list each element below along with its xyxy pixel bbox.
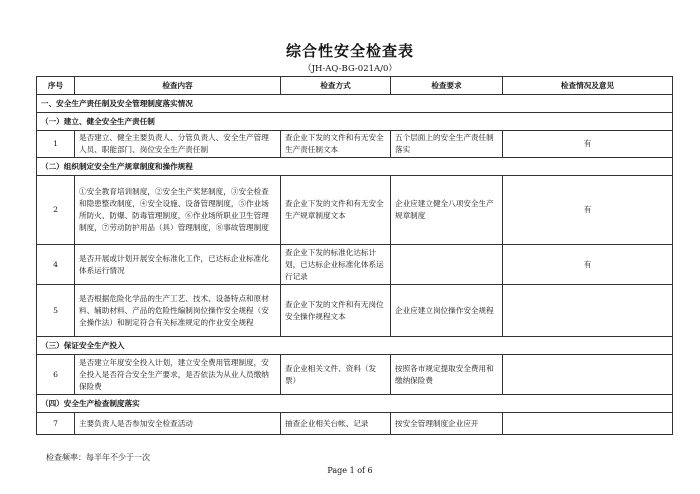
table-row [37, 131, 673, 158]
row-result: 有 [503, 176, 673, 245]
row-content: 是否建立、健全主要负责人、分管负责人、安全生产管理人员、职能部门、岗位安全生产责任制 [75, 131, 281, 158]
section-heading: 一、安全生产责任制及安全管理制度落实情况 [37, 95, 673, 113]
row-requirement: 按照各市规定提取安全费用和缴纳保险费 [391, 355, 503, 395]
row-requirement [391, 245, 503, 285]
row-method: 查企业下发的标准化达标计划，已达标企业标准化体系运行记录 [281, 245, 391, 285]
row-number: 4 [37, 245, 75, 285]
header-row [37, 77, 673, 95]
section-row [37, 158, 673, 176]
table-row [37, 355, 673, 395]
row-result: 有 [503, 245, 673, 285]
row-content: 是否开展或计划开展安全标准化工作，已达标企业标准化体系运行情况 [75, 245, 281, 285]
header-result: 检查情况及意见 [503, 77, 673, 95]
row-requirement: 企业应建立岗位操作安全规程 [391, 285, 503, 337]
section-row [37, 95, 673, 113]
subsection-heading: （二）组织制定安全生产规章制度和操作规程 [37, 158, 673, 176]
row-requirement: 五个层面上的安全生产责任制落实 [391, 131, 503, 158]
row-content: 主要负责人是否参加安全检查活动 [75, 413, 281, 435]
subsection-heading: （三）保证安全生产投入 [37, 337, 673, 355]
row-number: 1 [37, 131, 75, 158]
header-requirement: 检查要求 [391, 77, 503, 95]
row-number: 2 [37, 176, 75, 245]
row-number: 6 [37, 355, 75, 395]
table-row [37, 245, 673, 285]
checklist-table [36, 76, 673, 435]
header-no: 序号 [37, 77, 75, 95]
check-frequency: 检查频率：每半年不少于一次 [46, 453, 150, 462]
table-row [37, 176, 673, 245]
row-content: 是否建立年度安全投入计划，建立安全费用管理制度，安全投入是否符合安全生产要求，是否依法为从业人员缴纳保险费 [75, 355, 281, 395]
section-row [37, 337, 673, 355]
row-result: 有 [503, 131, 673, 158]
header-content: 检查内容 [75, 77, 281, 95]
row-number: 5 [37, 285, 75, 337]
subsection-heading: （一）建立、健全安全生产责任制 [37, 113, 673, 131]
section-row [37, 395, 673, 413]
row-method: 抽查企业相关台帐、记录 [281, 413, 391, 435]
row-result [503, 355, 673, 395]
subsection-heading: （四）安全生产检查制度落实 [37, 395, 673, 413]
row-content: 是否根据危险化学品的生产工艺、技术、设备特点和原材料、辅助材料、产品的危险性编制岗位操作安全规程（安全操作法）和制定符合有关标准规定的作业安全规程 [75, 285, 281, 337]
page-number: Page 1 of 6 [327, 466, 373, 475]
row-requirement: 企业应建立健全八项安全生产规章制度 [391, 176, 503, 245]
row-result [503, 285, 673, 337]
row-method: 查企业下发的文件和有无安全生产责任制文本 [281, 131, 391, 158]
document-code: （JH-AQ-BG-021A/0） [303, 64, 397, 74]
row-method: 查企业下发的文件和有无安全生产规章制度文本 [281, 176, 391, 245]
row-method: 查企业下发的文件和有无岗位安全操作规程文本 [281, 285, 391, 337]
row-requirement: 按安全管理制度企业应开 [391, 413, 503, 435]
document-title: 综合性安全检查表 [285, 42, 414, 60]
row-method: 查企业相关文件、资料（发票） [281, 355, 391, 395]
row-result [503, 413, 673, 435]
row-content: ①安全教育培训制度，②安全生产奖惩制度，③安全检查和隐患整改制度，④安全设施、设备管理制度，⑤作业场所防火、防爆、防毒管理制度，⑥作业场所职业卫生管理制度，⑦劳动防护用品（具）管理制度，⑧事故管理制度 [75, 176, 281, 245]
table-row [37, 413, 673, 435]
row-number: 7 [37, 413, 75, 435]
table-row [37, 285, 673, 337]
section-row [37, 113, 673, 131]
header-method: 检查方式 [281, 77, 391, 95]
